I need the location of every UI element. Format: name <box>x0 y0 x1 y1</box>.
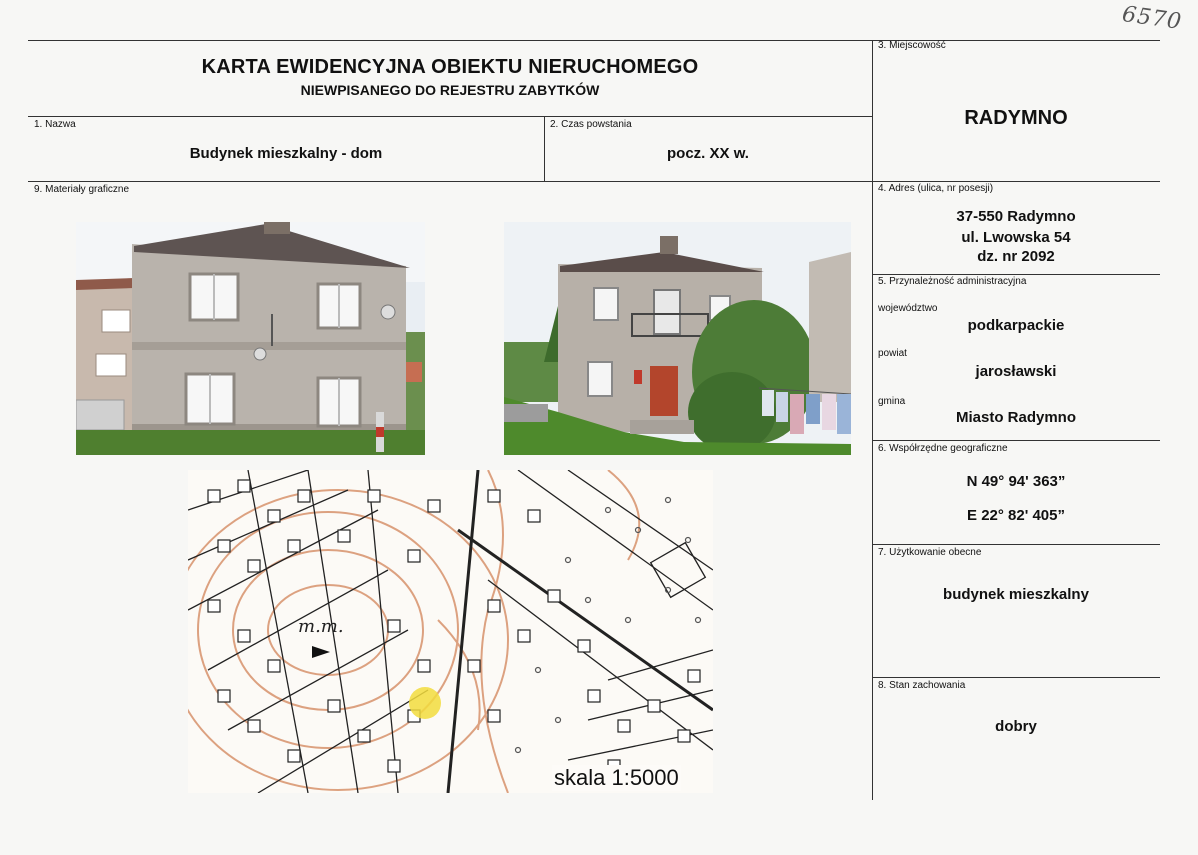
use-value: budynek mieszkalny <box>943 586 1089 603</box>
county-label: powiat <box>878 348 907 359</box>
geo-north: N 49° 94' 363” <box>966 473 1066 490</box>
graphics-label: 9. Materiały graficzne <box>34 184 130 195</box>
geo-label: 6. Współrzędne geograficzne <box>878 443 1008 454</box>
name-row-bottom-rule <box>28 181 1160 182</box>
map-scale: skala 1:5000 <box>554 765 679 790</box>
cadastral-map <box>188 470 713 793</box>
house-photo-front <box>76 222 425 455</box>
commune-value: Miasto Radymno <box>955 409 1076 426</box>
handwritten-number: 6570 <box>1120 1 1184 36</box>
county-value: jarosławski <box>975 363 1057 380</box>
time-value: pocz. XX w. <box>667 145 749 162</box>
voivodeship-label: województwo <box>878 303 938 314</box>
address-line-2: ul. Lwowska 54 <box>961 229 1071 246</box>
top-rule <box>28 40 1160 41</box>
title-bottom-rule <box>28 116 872 117</box>
admin-label: 5. Przynależność administracyjna <box>878 276 1027 287</box>
document-subtitle: NIEWPISANEGO DO REJESTRU ZABYTKÓW <box>300 82 600 98</box>
use-label: 7. Użytkowanie obecne <box>878 547 982 558</box>
document-title: KARTA EWIDENCYJNA OBIEKTU NIERUCHOMEGO <box>201 56 699 78</box>
name-value: Budynek mieszkalny - dom <box>189 145 383 162</box>
address-line-3: dz. nr 2092 <box>977 248 1055 265</box>
admin-rule <box>872 274 1160 275</box>
voivodeship-value: podkarpackie <box>967 317 1065 334</box>
commune-label: gmina <box>878 396 906 407</box>
time-label: 2. Czas powstania <box>550 119 632 130</box>
address-line-1: 37-550 Radymno <box>956 208 1076 225</box>
house-photo-side <box>504 222 851 455</box>
name-label: 1. Nazwa <box>34 119 76 130</box>
geo-rule <box>872 440 1160 441</box>
locality-value: RADYMNO <box>964 107 1068 129</box>
map-handwritten-label: m.m. <box>298 616 344 637</box>
state-rule <box>872 677 1160 678</box>
locality-label: 3. Miejscowość <box>878 40 946 51</box>
geo-east: E 22° 82' 405” <box>967 507 1065 524</box>
state-label: 8. Stan zachowania <box>878 680 966 691</box>
state-value: dobry <box>995 718 1037 735</box>
address-label: 4. Adres (ulica, nr posesji) <box>878 183 994 194</box>
use-rule <box>872 544 1160 545</box>
